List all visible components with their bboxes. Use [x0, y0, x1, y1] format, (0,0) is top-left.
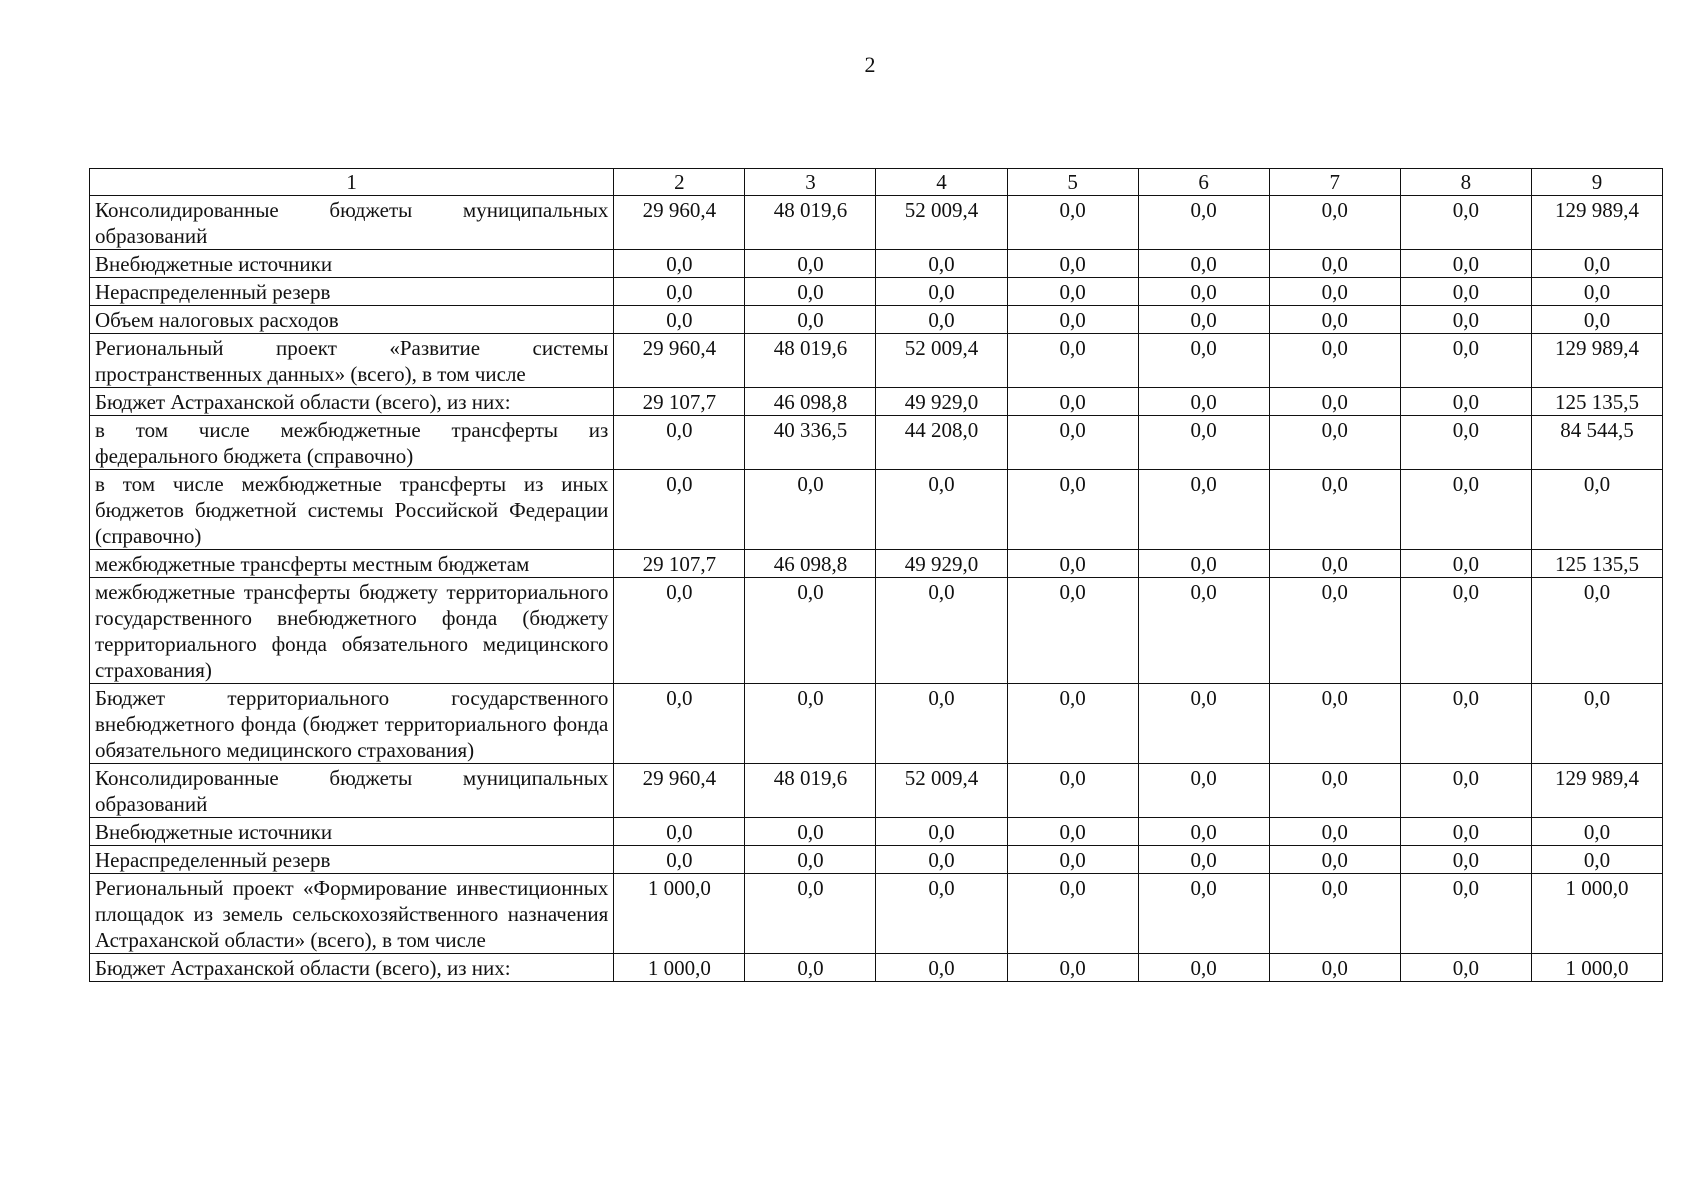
value-cell: 0,0 [1269, 196, 1400, 250]
value-cell: 0,0 [745, 578, 876, 684]
value-cell: 1 000,0 [1531, 954, 1662, 982]
row-name-cell: межбюджетные трансферты местным бюджетам [90, 550, 614, 578]
table-row [90, 470, 1663, 550]
column-number-cell: 2 [614, 169, 745, 196]
value-cell: 0,0 [1007, 196, 1138, 250]
value-cell: 0,0 [876, 250, 1007, 278]
value-cell: 0,0 [1007, 954, 1138, 982]
value-cell: 0,0 [1138, 550, 1269, 578]
row-name-cell: Консолидированные бюджеты муниципальных образований [90, 764, 614, 818]
value-cell: 0,0 [1400, 954, 1531, 982]
value-cell: 0,0 [1138, 388, 1269, 416]
value-cell: 0,0 [745, 684, 876, 764]
row-name-cell: Региональный проект «Развитие системы пространственных данных» (всего), в том числе [90, 334, 614, 388]
value-cell: 1 000,0 [614, 954, 745, 982]
row-name-cell: Объем налоговых расходов [90, 306, 614, 334]
value-cell: 0,0 [1269, 416, 1400, 470]
value-cell: 1 000,0 [614, 874, 745, 954]
value-cell: 0,0 [614, 846, 745, 874]
value-cell: 0,0 [1138, 684, 1269, 764]
value-cell: 0,0 [876, 954, 1007, 982]
value-cell: 0,0 [614, 416, 745, 470]
value-cell: 0,0 [1269, 334, 1400, 388]
value-cell: 0,0 [745, 874, 876, 954]
value-cell: 0,0 [876, 684, 1007, 764]
value-cell: 0,0 [614, 278, 745, 306]
value-cell: 0,0 [1138, 306, 1269, 334]
value-cell: 0,0 [1269, 818, 1400, 846]
value-cell: 0,0 [1007, 470, 1138, 550]
column-number-cell: 6 [1138, 169, 1269, 196]
budget-table [89, 168, 1663, 982]
value-cell: 0,0 [1269, 954, 1400, 982]
row-name-cell: в том числе межбюджетные трансферты из федерального бюджета (справочно) [90, 416, 614, 470]
value-cell: 0,0 [1400, 818, 1531, 846]
value-cell: 0,0 [1400, 250, 1531, 278]
value-cell: 48 019,6 [745, 334, 876, 388]
value-cell: 44 208,0 [876, 416, 1007, 470]
value-cell: 0,0 [1400, 196, 1531, 250]
value-cell: 0,0 [1531, 306, 1662, 334]
value-cell: 0,0 [614, 818, 745, 846]
column-number-cell: 9 [1531, 169, 1662, 196]
value-cell: 48 019,6 [745, 764, 876, 818]
value-cell: 129 989,4 [1531, 196, 1662, 250]
value-cell: 0,0 [1400, 416, 1531, 470]
value-cell: 0,0 [1138, 954, 1269, 982]
table-row [90, 818, 1663, 846]
column-number-cell: 3 [745, 169, 876, 196]
value-cell: 0,0 [1007, 388, 1138, 416]
value-cell: 0,0 [614, 470, 745, 550]
value-cell: 0,0 [1138, 416, 1269, 470]
value-cell: 0,0 [1269, 684, 1400, 764]
value-cell: 0,0 [1269, 388, 1400, 416]
value-cell: 0,0 [1007, 334, 1138, 388]
value-cell: 0,0 [1531, 684, 1662, 764]
value-cell: 0,0 [1531, 278, 1662, 306]
value-cell: 0,0 [614, 578, 745, 684]
value-cell: 125 135,5 [1531, 388, 1662, 416]
value-cell: 0,0 [1269, 550, 1400, 578]
row-name-cell: Региональный проект «Формирование инвестиционных площадок из земель сельскохозяйственного назначения Астраханской области» (всего), в том числе [90, 874, 614, 954]
row-name-cell: Внебюджетные источники [90, 250, 614, 278]
value-cell: 40 336,5 [745, 416, 876, 470]
row-name-cell: Бюджет территориального государственного внебюджетного фонда (бюджет территориального фонда обязательного медицинского страхования) [90, 684, 614, 764]
value-cell: 0,0 [1531, 250, 1662, 278]
value-cell: 125 135,5 [1531, 550, 1662, 578]
value-cell: 0,0 [745, 818, 876, 846]
table-row [90, 764, 1663, 818]
value-cell: 0,0 [745, 846, 876, 874]
column-number-cell: 5 [1007, 169, 1138, 196]
value-cell: 129 989,4 [1531, 334, 1662, 388]
table-row [90, 874, 1663, 954]
value-cell: 0,0 [876, 818, 1007, 846]
value-cell: 29 960,4 [614, 334, 745, 388]
value-cell: 0,0 [876, 846, 1007, 874]
value-cell: 0,0 [1269, 764, 1400, 818]
value-cell: 0,0 [745, 306, 876, 334]
value-cell: 0,0 [614, 684, 745, 764]
value-cell: 129 989,4 [1531, 764, 1662, 818]
value-cell: 0,0 [1007, 818, 1138, 846]
table-row [90, 196, 1663, 250]
value-cell: 0,0 [1269, 578, 1400, 684]
value-cell: 0,0 [1400, 306, 1531, 334]
value-cell: 0,0 [1138, 278, 1269, 306]
value-cell: 0,0 [1138, 874, 1269, 954]
value-cell: 0,0 [1269, 306, 1400, 334]
value-cell: 0,0 [1400, 578, 1531, 684]
value-cell: 0,0 [876, 306, 1007, 334]
value-cell: 52 009,4 [876, 334, 1007, 388]
table-row [90, 306, 1663, 334]
value-cell: 0,0 [876, 578, 1007, 684]
table-row [90, 388, 1663, 416]
row-name-cell: Бюджет Астраханской области (всего), из них: [90, 388, 614, 416]
value-cell: 0,0 [1007, 306, 1138, 334]
value-cell: 48 019,6 [745, 196, 876, 250]
value-cell: 46 098,8 [745, 388, 876, 416]
value-cell: 0,0 [1531, 578, 1662, 684]
value-cell: 0,0 [1007, 684, 1138, 764]
page-number: 2 [864, 52, 876, 77]
value-cell: 0,0 [745, 954, 876, 982]
value-cell: 0,0 [1531, 818, 1662, 846]
row-name-cell: в том числе межбюджетные трансферты из иных бюджетов бюджетной системы Российской Федерации (справочно) [90, 470, 614, 550]
value-cell: 0,0 [1007, 278, 1138, 306]
value-cell: 46 098,8 [745, 550, 876, 578]
value-cell: 0,0 [1269, 470, 1400, 550]
value-cell: 0,0 [1400, 874, 1531, 954]
value-cell: 0,0 [1400, 334, 1531, 388]
value-cell: 0,0 [745, 250, 876, 278]
table-row [90, 278, 1663, 306]
value-cell: 49 929,0 [876, 388, 1007, 416]
value-cell: 52 009,4 [876, 196, 1007, 250]
value-cell: 0,0 [1138, 334, 1269, 388]
value-cell: 0,0 [876, 470, 1007, 550]
row-name-cell: Бюджет Астраханской области (всего), из них: [90, 954, 614, 982]
value-cell: 0,0 [614, 250, 745, 278]
value-cell: 0,0 [1138, 196, 1269, 250]
column-number-cell: 1 [90, 169, 614, 196]
value-cell: 0,0 [1400, 764, 1531, 818]
value-cell: 0,0 [1007, 764, 1138, 818]
table-row [90, 416, 1663, 470]
value-cell: 0,0 [1400, 846, 1531, 874]
value-cell: 0,0 [1138, 818, 1269, 846]
value-cell: 0,0 [876, 278, 1007, 306]
value-cell: 0,0 [1269, 250, 1400, 278]
table-row [90, 846, 1663, 874]
value-cell: 0,0 [1007, 846, 1138, 874]
column-number-cell: 8 [1400, 169, 1531, 196]
value-cell: 0,0 [1269, 874, 1400, 954]
value-cell: 0,0 [1138, 470, 1269, 550]
value-cell: 0,0 [614, 306, 745, 334]
value-cell: 0,0 [1138, 846, 1269, 874]
value-cell: 0,0 [1007, 250, 1138, 278]
value-cell: 0,0 [1400, 684, 1531, 764]
value-cell: 29 960,4 [614, 196, 745, 250]
row-name-cell: Внебюджетные источники [90, 818, 614, 846]
row-name-cell: Нераспределенный резерв [90, 846, 614, 874]
table-row [90, 334, 1663, 388]
value-cell: 29 107,7 [614, 388, 745, 416]
value-cell: 84 544,5 [1531, 416, 1662, 470]
value-cell: 0,0 [1269, 278, 1400, 306]
column-number-cell: 4 [876, 169, 1007, 196]
value-cell: 0,0 [1269, 846, 1400, 874]
value-cell: 0,0 [1400, 278, 1531, 306]
row-name-cell: Консолидированные бюджеты муниципальных образований [90, 196, 614, 250]
value-cell: 1 000,0 [1531, 874, 1662, 954]
value-cell: 0,0 [1007, 416, 1138, 470]
value-cell: 0,0 [876, 874, 1007, 954]
row-name-cell: межбюджетные трансферты бюджету территориального государственного внебюджетного фонда (бюджету территориального фонда обязательного медицинского страхования) [90, 578, 614, 684]
value-cell: 0,0 [745, 278, 876, 306]
row-name-cell: Нераспределенный резерв [90, 278, 614, 306]
value-cell: 0,0 [1138, 764, 1269, 818]
column-number-cell: 7 [1269, 169, 1400, 196]
column-number-row [90, 169, 1663, 196]
value-cell: 0,0 [1531, 846, 1662, 874]
value-cell: 52 009,4 [876, 764, 1007, 818]
value-cell: 0,0 [1400, 550, 1531, 578]
value-cell: 0,0 [745, 470, 876, 550]
table-row [90, 550, 1663, 578]
value-cell: 0,0 [1138, 578, 1269, 684]
value-cell: 29 960,4 [614, 764, 745, 818]
value-cell: 0,0 [1007, 578, 1138, 684]
value-cell: 49 929,0 [876, 550, 1007, 578]
value-cell: 0,0 [1531, 470, 1662, 550]
table-row [90, 684, 1663, 764]
table-row [90, 578, 1663, 684]
table-row [90, 250, 1663, 278]
value-cell: 0,0 [1400, 470, 1531, 550]
value-cell: 0,0 [1138, 250, 1269, 278]
table-row [90, 954, 1663, 982]
value-cell: 0,0 [1007, 874, 1138, 954]
value-cell: 29 107,7 [614, 550, 745, 578]
value-cell: 0,0 [1400, 388, 1531, 416]
value-cell: 0,0 [1007, 550, 1138, 578]
